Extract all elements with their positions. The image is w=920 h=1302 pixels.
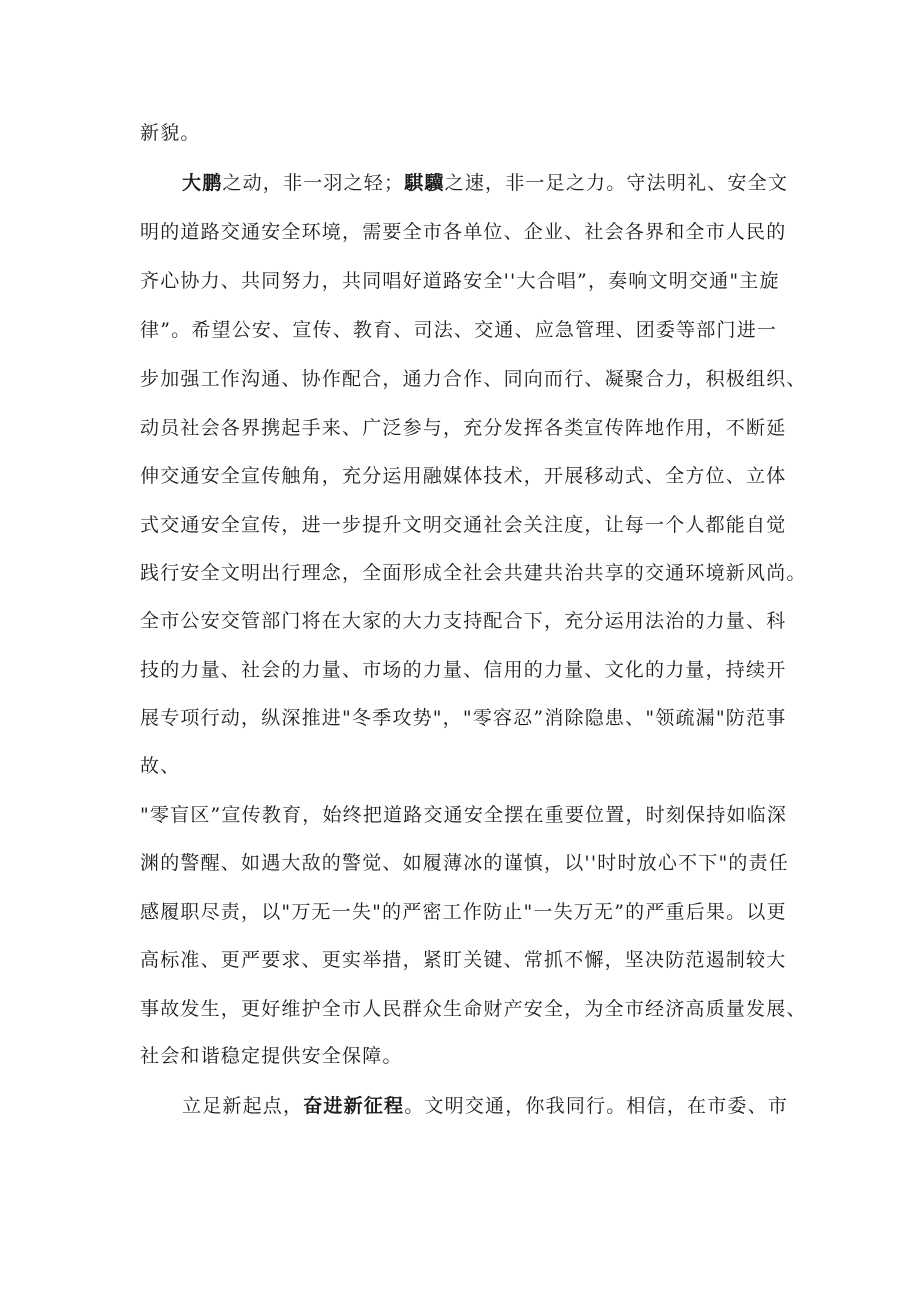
text-line: 明的道路交通安全环境，需要全市各单位、企业、社会各界和全市人民的 <box>140 221 787 243</box>
text-line: 事故发生，更好维护全市人民群众生命财产安全，为全市经济高质量发展、 <box>140 998 807 1020</box>
text-line: 社会和谐稳定提供安全保障。 <box>140 1045 403 1067</box>
text-run: 之动，非一羽之轻； <box>222 172 405 194</box>
text-line: 践行安全文明出行理念，全面形成全社会共建共治共享的交通环境新风尚。 <box>140 562 807 584</box>
text-line: 感履职尽责，以"万无一失"的严密工作防止"一失万无”的严重后果。以更 <box>140 901 787 923</box>
text-run: 之速，非一足之力。守法明礼、安全文 <box>444 172 789 194</box>
bold-phrase: 奋进新征程 <box>303 1095 405 1117</box>
text-line: 技的力量、社会的力量、市场的力量、信用的力量、文化的力量，持续开 <box>140 659 787 681</box>
text-line: "零盲区”宣传教育，始终把道路交通安全摆在重要位置，时刻保持如临深 <box>140 804 788 826</box>
text-line: 律”。希望公安、宣传、教育、司法、交通、应急管理、团委等部门进一 <box>140 319 778 341</box>
text-line: 展专项行动，纵深推进"冬季攻势"，"零容忍”消除隐患、"领疏漏"防范事 <box>140 707 787 729</box>
bold-phrase: 騏驥 <box>404 172 445 194</box>
paragraph-first-line <box>182 1094 788 1118</box>
text-line: 齐心协力、共同努力，共同唱好道路安全''大合唱”，奏响文明交通"主旋 <box>140 270 780 292</box>
text-line: 高标准、更严要求、更实举措，紧盯关键、常抓不懈，坚决防范遏制较大 <box>140 949 787 971</box>
bold-phrase: 大鹏 <box>182 172 223 194</box>
text-run: 。文明交通，你我同行。相信，在市委、市 <box>404 1095 789 1117</box>
text-line: 式交通安全宣传，进一步提升文明交通社会关注度，让每一个人都能自觉 <box>140 514 787 536</box>
text-run: 立足新起点， <box>182 1095 304 1117</box>
text-line: 故、 <box>140 755 181 777</box>
text-line: 动员社会各界携起手来、广泛参与，充分发挥各类宣传阵地作用，不断延 <box>140 417 787 439</box>
text-line: 新貌。 <box>140 122 201 144</box>
text-line: 全市公安交管部门将在大家的大力支持配合下，充分运用法治的力量、科 <box>140 610 787 632</box>
paragraph-first-line <box>182 171 788 195</box>
text-line: 伸交通安全宣传触角，充分运用融媒体技术，开展移动式、全方位、立体 <box>140 465 787 487</box>
text-line: 渊的警醒、如遇大敌的警觉、如履薄冰的谨慎，以''时时放心不下"的责任 <box>140 852 789 874</box>
text-line: 步加强工作沟通、协作配合，通力合作、同向而行、凝聚合力，积极组织、 <box>140 368 807 390</box>
